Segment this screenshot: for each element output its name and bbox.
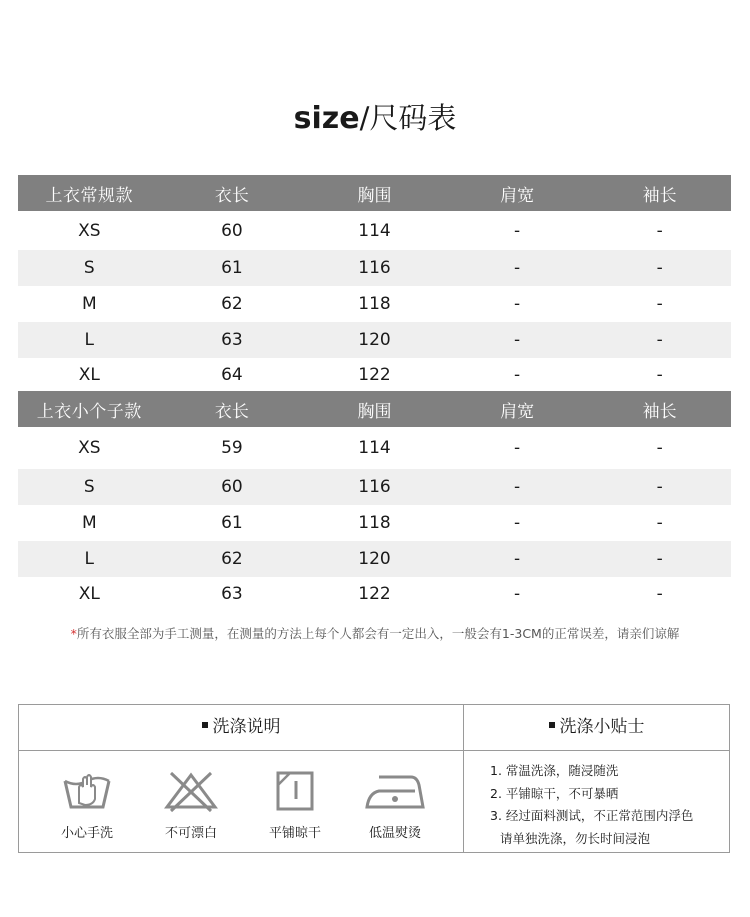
- table-cell: M: [81, 294, 97, 314]
- table-cell: 63: [221, 584, 243, 604]
- table-cell: -: [656, 220, 663, 241]
- header-cell: 胸围: [357, 401, 392, 422]
- table-row: [18, 469, 731, 505]
- table-cell: 61: [221, 513, 243, 533]
- table-cell: L: [84, 549, 95, 569]
- table-cell: -: [656, 330, 663, 350]
- table-cell: -: [514, 330, 521, 350]
- care-label: 平铺晾干: [268, 826, 321, 841]
- table-row: [18, 286, 731, 322]
- header-cell: 袖长: [642, 401, 677, 422]
- table-cell: -: [514, 584, 521, 604]
- note-star: *: [70, 626, 77, 641]
- table-header-petite: [18, 391, 731, 427]
- no-bleach-icon: [163, 769, 219, 813]
- table-cell: 62: [221, 294, 243, 314]
- table-cell: 60: [221, 477, 243, 497]
- table-cell: 114: [358, 220, 391, 241]
- care-label: 不可漂白: [164, 826, 217, 841]
- header-cell: 衣长: [214, 401, 249, 422]
- table-cell: 122: [358, 584, 391, 604]
- table-cell: 61: [221, 258, 243, 278]
- note-text: 所有衣服全部为手工测量，在测量的方法上每个人都会有一定出入，一般会有1-3CM的正常误差，请亲们谅解: [76, 626, 680, 641]
- header-cell: 胸围: [357, 185, 392, 206]
- table-cell: M: [81, 513, 97, 533]
- care-icons: [19, 751, 463, 852]
- table-cell: -: [514, 364, 521, 385]
- table-row: [18, 541, 731, 577]
- table-cell: 122: [358, 364, 391, 385]
- table-cell: 118: [358, 513, 391, 533]
- title-en: size: [293, 101, 360, 136]
- table-cell: 120: [358, 549, 391, 569]
- table-cell: -: [514, 294, 521, 314]
- header-cell: 衣长: [214, 185, 249, 206]
- table-cell: 116: [358, 477, 391, 497]
- measurement-note: [0, 624, 750, 642]
- care-item-hand-wash: [37, 769, 137, 841]
- table-cell: -: [514, 477, 521, 497]
- table-cell: -: [656, 438, 663, 458]
- table-cell: XS: [78, 438, 101, 458]
- table-cell: L: [84, 330, 95, 350]
- tip-item: 1. 常温洗涤，随浸随洗: [490, 763, 619, 778]
- wash-tips-label: 洗涤小贴士: [559, 717, 645, 737]
- header-cell: 上衣小个子款: [36, 401, 142, 422]
- care-label: 低温熨烫: [368, 826, 421, 841]
- page-title: [0, 96, 750, 137]
- table-cell: 64: [221, 364, 243, 385]
- care-item-no-bleach: [141, 769, 241, 841]
- header-cell: 肩宽: [500, 401, 535, 422]
- table-cell: XL: [78, 364, 100, 385]
- table-cell: 114: [358, 438, 391, 458]
- table-cell: -: [514, 438, 521, 458]
- header-cell: 上衣常规款: [45, 185, 134, 206]
- hand-wash-icon: [59, 769, 115, 813]
- table-row: [18, 358, 731, 391]
- header-cell: 袖长: [642, 185, 677, 206]
- wash-tips-title: [464, 705, 729, 750]
- table-cell: 120: [358, 330, 391, 350]
- table-row: [18, 250, 731, 286]
- table-row: [18, 577, 731, 611]
- table-cell: 116: [358, 258, 391, 278]
- table-cell: 118: [358, 294, 391, 314]
- table-header-regular: [18, 175, 731, 211]
- table-cell: 62: [221, 549, 243, 569]
- table-row: [18, 322, 731, 358]
- table-row: [18, 211, 731, 250]
- table-cell: -: [656, 513, 663, 533]
- wash-tips-list: [490, 760, 693, 850]
- care-item-flat-dry: [245, 769, 345, 841]
- wash-instructions-title: [19, 705, 463, 750]
- table-cell: -: [656, 584, 663, 604]
- table-cell: -: [656, 294, 663, 314]
- size-table: [18, 175, 731, 611]
- table-row: [18, 427, 731, 469]
- tip-item: 请单独洗涤，勿长时间浸泡: [500, 830, 651, 846]
- care-item-low-iron: [345, 769, 445, 841]
- wash-instructions-label: 洗涤说明: [212, 717, 281, 737]
- header-cell: 肩宽: [500, 185, 535, 206]
- table-cell: XS: [78, 220, 101, 241]
- table-cell: -: [514, 258, 521, 278]
- table-cell: 59: [221, 438, 243, 458]
- title-cn: 尺码表: [369, 101, 457, 135]
- tip-item: 2. 平铺晾干，不可暴晒: [490, 785, 619, 801]
- flat-dry-icon: [267, 769, 323, 813]
- table-cell: -: [514, 549, 521, 569]
- table-cell: -: [656, 477, 663, 497]
- care-label: 小心手洗: [60, 826, 113, 841]
- table-cell: -: [656, 549, 663, 569]
- table-cell: -: [514, 220, 521, 241]
- table-cell: 63: [221, 330, 243, 350]
- table-cell: S: [83, 477, 95, 497]
- table-cell: -: [656, 258, 663, 278]
- table-cell: XL: [78, 584, 100, 604]
- table-row: [18, 505, 731, 541]
- tip-item: 3. 经过面料测试，不正常范围内浮色: [490, 808, 694, 823]
- square-bullet-icon: [202, 722, 208, 728]
- low-iron-icon: [365, 769, 425, 813]
- square-bullet-icon: [549, 722, 555, 728]
- title-slash: /: [359, 101, 370, 135]
- table-cell: -: [514, 513, 521, 533]
- table-cell: S: [83, 258, 95, 278]
- table-cell: 60: [221, 220, 243, 241]
- table-cell: -: [656, 364, 663, 385]
